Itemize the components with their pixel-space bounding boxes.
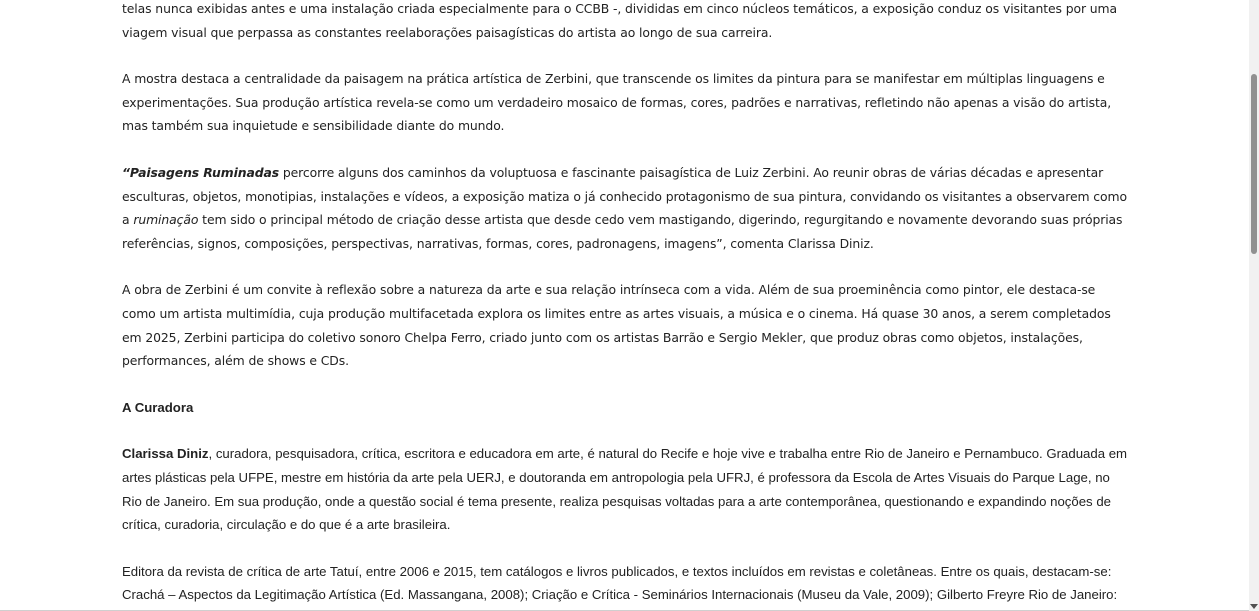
curator-bio-text: , curadora, pesquisadora, crítica, escritora e educadora em arte, é natural do Recife e hoje vive e trabalha entre Rio de Janeiro e Pernambuco. Graduada em artes plásticas pela UFPE, mestre em história da arte pela UERJ, e doutoranda em antropologia pela UFRJ, é professora da Escola de Artes Visuais do Parque Lage, no Rio de Janeiro. Em sua produção, onde a questão social é tema presente, realiza pesquisas voltadas para a arte contemporânea, questionando e expandindo noções de crítica, curadoria, circulação e do que é a arte brasileira. — [122, 446, 1128, 533]
article-body — [122, 0, 1130, 611]
quote-emphasis: ruminação — [133, 212, 199, 228]
section-heading-curator: A Curadora — [122, 399, 194, 415]
curator-name: Clarissa Diniz — [122, 446, 209, 462]
vertical-scrollbar[interactable] — [1249, 0, 1259, 611]
scroll-down-arrow-icon[interactable] — [1250, 604, 1258, 609]
quote-text-part1: percorre alguns dos caminhos da voluptuosa e fascinante paisagística de Luiz Zerbini. Ao reunir obras de várias décadas e apresentar esculturas, objetos, monotipias, instalações e vídeos, a exposição matiza o já conhecido protagonismo de sua pintura, convidando os visitantes a observarem como a — [122, 164, 1127, 228]
scrollbar-thumb[interactable] — [1251, 74, 1257, 254]
quote-text-part2: tem sido o principal método de criação desse artista que desde cedo vem mastigando, digerindo, regurgitando e novamente devorando suas próprias referências, signos, composições, perspectivas, narrativas, formas, cores, padronagens, imagens”, comenta Clarissa Diniz. — [122, 212, 1123, 251]
exhibition-title: “Paisagens Ruminadas — [122, 164, 280, 180]
paragraph-landscape-centrality: A mostra destaca a centralidade da paisagem na prática artística de Zerbini, que transcende os limites da pintura para se manifestar em múltiplas linguagens e experimentações. Sua produção artística revela-se como um verdadeiro mosaico de formas, cores, padrões e narrativas, refletindo não apenas a visão do artista, mas também sua inquietude e sensibilidade diante do mundo. — [122, 71, 1112, 134]
paragraph-intro-continuation: telas nunca exibidas antes e uma instalação criada especialmente para o CCBB -, divididas em cinco núcleos temáticos, a exposição conduz os visitantes por uma viagem visual que perpassa as constantes reelaborações paisagísticas do artista ao longo de sua carreira. — [122, 1, 1118, 40]
paragraph-curator-quote — [122, 161, 1130, 255]
paragraph-multimedia-artist: A obra de Zerbini é um convite à reflexão sobre a natureza da arte e sua relação intrínseca com a vida. Além de sua proeminência como pintor, ele destaca-se como um artista multimídia, cuja produção multifacetada explora os limites entre as artes visuais, a música e o cinema. Há quase 30 anos, a serem completados em 2025, Zerbini participa do coletivo sonoro Chelpa Ferro, criado junto com os artistas Barrão e Sergio Mekler, que produz obras como objetos, instalações, performances, além de shows e CDs. — [122, 282, 1111, 369]
paragraph-curator-bio — [122, 442, 1130, 536]
paragraph-curator-publications: Editora da revista de crítica de arte Tatuí, entre 2006 e 2015, tem catálogos e livros publicados, e textos incluídos em revistas e coletâneas. Entre os quais, destacam-se: Crachá – Aspectos da Legitimação Artística (Ed. Massangana, 2008); Criação e Crítica - Seminários Internacionais (Museu da Vale, 2009); Gilberto Freyre Rio de Janeiro: — [122, 563, 1118, 603]
